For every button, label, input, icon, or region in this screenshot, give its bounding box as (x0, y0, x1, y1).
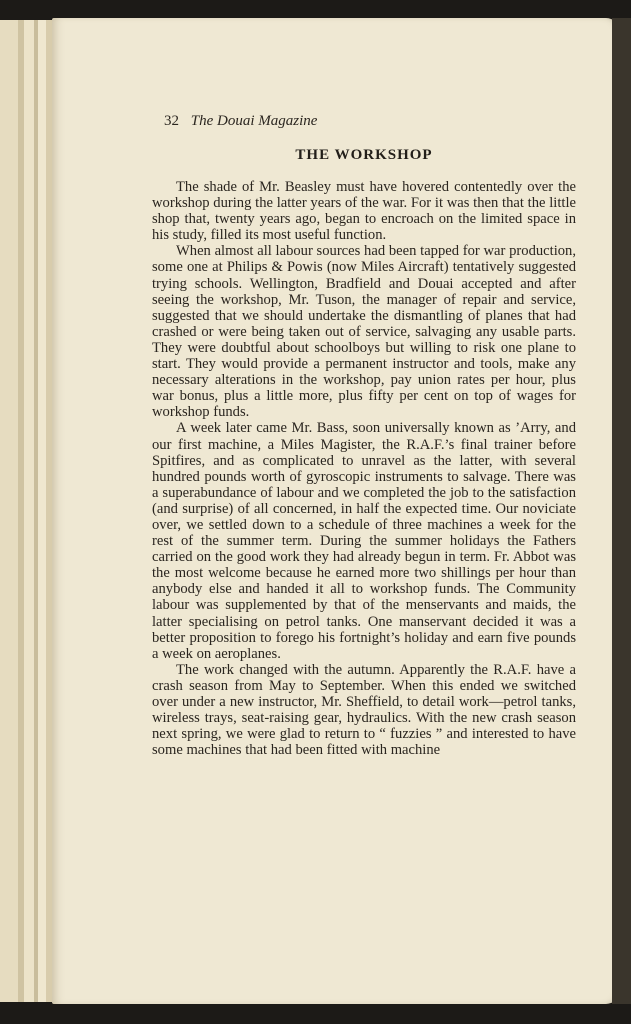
paragraph: When almost all labour sources had been tapped for war production, some one at Philips & Powis (now Miles Aircraft) tentatively suggested trying schools. Wellington, Bradfield and Douai accepted and after seeing the workshop, Mr. Tuson, the manager of repair and service, suggested that we should undertake the dismantling of planes that had crashed or were being taken out of service, salvaging any usable parts. They were doubtful about schoolboys but willing to risk one plane to start. They would provide a permanent instructor and tools, make any necessary alterations in the workshop, pay union rates per hour, plus war bonus, plus a little more, plus fifty per cent on top of wages for workshop funds. (152, 243, 576, 421)
paragraph: The work changed with the autumn. Apparently the R.A.F. have a crash season from May to September. When this ended we switched over under a new instructor, Mr. Sheffield, to detail work—petrol tanks, wireless trays, seat-raising gear, hydraulics. With the new crash season next spring, we were glad to return to “ fuzzies ” and interested to have some machines that had been fitted with machine (152, 661, 576, 759)
page-edge (24, 20, 34, 1002)
article-title: THE WORKSHOP (295, 147, 433, 163)
page-edge (38, 20, 46, 1002)
gutter-shadow (612, 18, 631, 1004)
paragraph: A week later came Mr. Bass, soon universally known as ’Arry, and our first machine, a Miles Magister, the R.A.F.’s final trainer before Spitfires, and as complicated to unravel as the latter, with several hundred pounds worth of gyroscopic instruments to salvage. There was a superabundance of labour and we completed the job to the satisfaction (and surprise) of all concerned, in half the expected time. Our noviciate over, we settled down to a schedule of three machines a week for the rest of the summer term. During the summer holidays the Fathers carried on the good work they had already begun in term. Fr. Abbot was the most welcome because he earned more two shillings per hour than anybody else and handed it all to workshop funds. The Community labour was supplemented by that of the menservants and maids, the latter specialising on petrol tanks. One manservant decided it was a better proposition to forego his fortnight’s holiday and earn five pounds a week on aeroplanes. (152, 420, 576, 662)
page-edge (0, 20, 18, 1002)
running-header (164, 113, 317, 130)
page-number: 32 (164, 113, 179, 129)
article-body (152, 179, 576, 758)
paragraph: The shade of Mr. Beasley must have hovered contentedly over the workshop during the latter years of the war. For it was then that the little shop that, twenty years ago, began to encroach on the limited space in his study, filled its most useful function. (152, 179, 576, 244)
running-head-title: The Douai Magazine (190, 113, 318, 129)
